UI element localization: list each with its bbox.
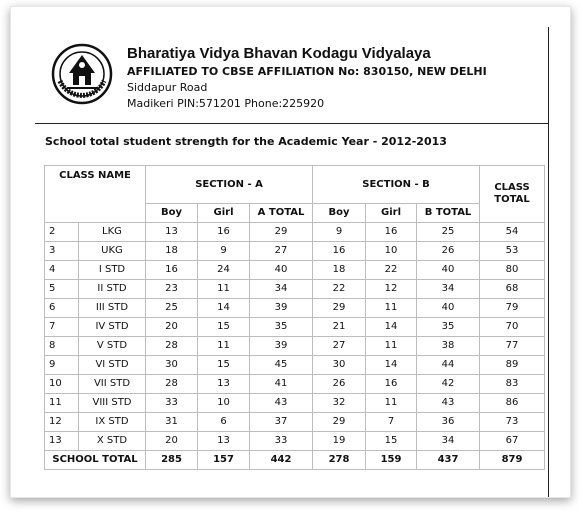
total-a-total: 442 xyxy=(250,451,313,470)
b-boy: 19 xyxy=(313,432,366,451)
class-total: 80 xyxy=(480,261,545,280)
b-total: 43 xyxy=(417,394,480,413)
affiliation-line: AFFILIATED TO CBSE AFFILIATION No: 830150, NEW DELHI xyxy=(127,65,487,78)
b-total: 34 xyxy=(417,280,480,299)
row-number: 10 xyxy=(45,375,79,394)
b-total: 26 xyxy=(417,242,480,261)
b-girl: 14 xyxy=(366,318,417,337)
class-name: UKG xyxy=(79,242,146,261)
total-b-boy: 278 xyxy=(313,451,366,470)
total-a-boy: 285 xyxy=(146,451,198,470)
section-b-total-header: B TOTAL xyxy=(417,204,480,223)
class-total: 54 xyxy=(480,223,545,242)
school-total-row xyxy=(45,451,545,470)
a-girl: 9 xyxy=(198,242,250,261)
table-row xyxy=(45,280,545,299)
a-boy: 23 xyxy=(146,280,198,299)
a-boy: 30 xyxy=(146,356,198,375)
a-boy: 20 xyxy=(146,318,198,337)
b-boy: 29 xyxy=(313,413,366,432)
a-total: 40 xyxy=(250,261,313,280)
total-b-total: 437 xyxy=(417,451,480,470)
b-girl: 16 xyxy=(366,375,417,394)
a-boy: 28 xyxy=(146,375,198,394)
class-total: 77 xyxy=(480,337,545,356)
b-girl: 16 xyxy=(366,223,417,242)
class-total: 86 xyxy=(480,394,545,413)
row-number: 6 xyxy=(45,299,79,318)
table-row xyxy=(45,432,545,451)
b-total: 34 xyxy=(417,432,480,451)
report-title: School total student strength for the Academic Year - 2012-2013 xyxy=(45,135,447,148)
class-name: II STD xyxy=(79,280,146,299)
b-girl: 11 xyxy=(366,394,417,413)
address-line-2: Madikeri PIN:571201 Phone:225920 xyxy=(127,97,325,110)
b-boy: 21 xyxy=(313,318,366,337)
a-boy: 18 xyxy=(146,242,198,261)
b-boy: 18 xyxy=(313,261,366,280)
b-boy: 9 xyxy=(313,223,366,242)
section-a-header: SECTION - A xyxy=(146,166,313,204)
section-a-total-header: A TOTAL xyxy=(250,204,313,223)
a-total: 33 xyxy=(250,432,313,451)
header-divider xyxy=(35,123,549,124)
b-total: 38 xyxy=(417,337,480,356)
a-total: 39 xyxy=(250,299,313,318)
row-number: 12 xyxy=(45,413,79,432)
a-girl: 13 xyxy=(198,432,250,451)
table-row xyxy=(45,356,545,375)
row-number: 11 xyxy=(45,394,79,413)
b-total: 40 xyxy=(417,299,480,318)
b-girl: 11 xyxy=(366,299,417,318)
a-girl: 13 xyxy=(198,375,250,394)
b-boy: 30 xyxy=(313,356,366,375)
a-total: 27 xyxy=(250,242,313,261)
school-emblem-icon xyxy=(51,43,113,105)
b-total: 25 xyxy=(417,223,480,242)
b-total: 44 xyxy=(417,356,480,375)
class-name: IV STD xyxy=(79,318,146,337)
vertical-rule xyxy=(548,27,549,497)
class-name: VI STD xyxy=(79,356,146,375)
a-total: 45 xyxy=(250,356,313,375)
a-girl: 6 xyxy=(198,413,250,432)
b-girl: 11 xyxy=(366,337,417,356)
a-girl: 15 xyxy=(198,318,250,337)
a-girl: 10 xyxy=(198,394,250,413)
a-boy: 28 xyxy=(146,337,198,356)
section-a-boy-header: Boy xyxy=(146,204,198,223)
a-boy: 13 xyxy=(146,223,198,242)
row-number: 4 xyxy=(45,261,79,280)
class-name-header: CLASS NAME xyxy=(45,166,146,223)
a-total: 35 xyxy=(250,318,313,337)
a-girl: 11 xyxy=(198,337,250,356)
row-number: 5 xyxy=(45,280,79,299)
a-girl: 16 xyxy=(198,223,250,242)
b-boy: 22 xyxy=(313,280,366,299)
class-name: X STD xyxy=(79,432,146,451)
a-girl: 15 xyxy=(198,356,250,375)
section-b-girl-header: Girl xyxy=(366,204,417,223)
b-girl: 14 xyxy=(366,356,417,375)
a-total: 29 xyxy=(250,223,313,242)
class-total: 79 xyxy=(480,299,545,318)
class-total: 73 xyxy=(480,413,545,432)
a-boy: 16 xyxy=(146,261,198,280)
b-boy: 32 xyxy=(313,394,366,413)
b-total: 36 xyxy=(417,413,480,432)
a-girl: 24 xyxy=(198,261,250,280)
table-row xyxy=(45,223,545,242)
total-class-total: 879 xyxy=(480,451,545,470)
section-b-header: SECTION - B xyxy=(313,166,480,204)
section-b-boy-header: Boy xyxy=(313,204,366,223)
b-girl: 7 xyxy=(366,413,417,432)
class-name: V STD xyxy=(79,337,146,356)
a-girl: 14 xyxy=(198,299,250,318)
row-number: 13 xyxy=(45,432,79,451)
school-total-label: SCHOOL TOTAL xyxy=(45,451,146,470)
table-row xyxy=(45,337,545,356)
table-row xyxy=(45,318,545,337)
a-boy: 25 xyxy=(146,299,198,318)
b-girl: 15 xyxy=(366,432,417,451)
row-number: 3 xyxy=(45,242,79,261)
class-total: 53 xyxy=(480,242,545,261)
address-line-1: Siddapur Road xyxy=(127,81,208,94)
class-total: 83 xyxy=(480,375,545,394)
class-name: VII STD xyxy=(79,375,146,394)
row-number: 8 xyxy=(45,337,79,356)
strength-table xyxy=(44,165,545,470)
class-total: 70 xyxy=(480,318,545,337)
row-number: 2 xyxy=(45,223,79,242)
b-boy: 27 xyxy=(313,337,366,356)
b-total: 35 xyxy=(417,318,480,337)
a-total: 34 xyxy=(250,280,313,299)
a-boy: 20 xyxy=(146,432,198,451)
class-total: 68 xyxy=(480,280,545,299)
class-name: LKG xyxy=(79,223,146,242)
section-a-girl-header: Girl xyxy=(198,204,250,223)
class-name: III STD xyxy=(79,299,146,318)
class-name: IX STD xyxy=(79,413,146,432)
class-name: VIII STD xyxy=(79,394,146,413)
b-boy: 29 xyxy=(313,299,366,318)
table-row xyxy=(45,394,545,413)
table-row xyxy=(45,242,545,261)
a-girl: 11 xyxy=(198,280,250,299)
class-name: I STD xyxy=(79,261,146,280)
b-girl: 12 xyxy=(366,280,417,299)
class-total: 67 xyxy=(480,432,545,451)
class-total-header: CLASS TOTAL xyxy=(480,166,545,223)
a-total: 43 xyxy=(250,394,313,413)
table-row xyxy=(45,413,545,432)
total-b-girl: 159 xyxy=(366,451,417,470)
b-total: 40 xyxy=(417,261,480,280)
b-boy: 16 xyxy=(313,242,366,261)
class-total: 89 xyxy=(480,356,545,375)
school-name: Bharatiya Vidya Bhavan Kodagu Vidyalaya xyxy=(127,45,431,62)
a-total: 37 xyxy=(250,413,313,432)
b-girl: 22 xyxy=(366,261,417,280)
school-header xyxy=(127,44,547,112)
table-row xyxy=(45,299,545,318)
table-row xyxy=(45,261,545,280)
a-total: 39 xyxy=(250,337,313,356)
a-total: 41 xyxy=(250,375,313,394)
a-boy: 31 xyxy=(146,413,198,432)
b-boy: 26 xyxy=(313,375,366,394)
table-row xyxy=(45,375,545,394)
report-card xyxy=(10,6,571,498)
a-boy: 33 xyxy=(146,394,198,413)
total-a-girl: 157 xyxy=(198,451,250,470)
row-number: 9 xyxy=(45,356,79,375)
b-total: 42 xyxy=(417,375,480,394)
b-girl: 10 xyxy=(366,242,417,261)
row-number: 7 xyxy=(45,318,79,337)
